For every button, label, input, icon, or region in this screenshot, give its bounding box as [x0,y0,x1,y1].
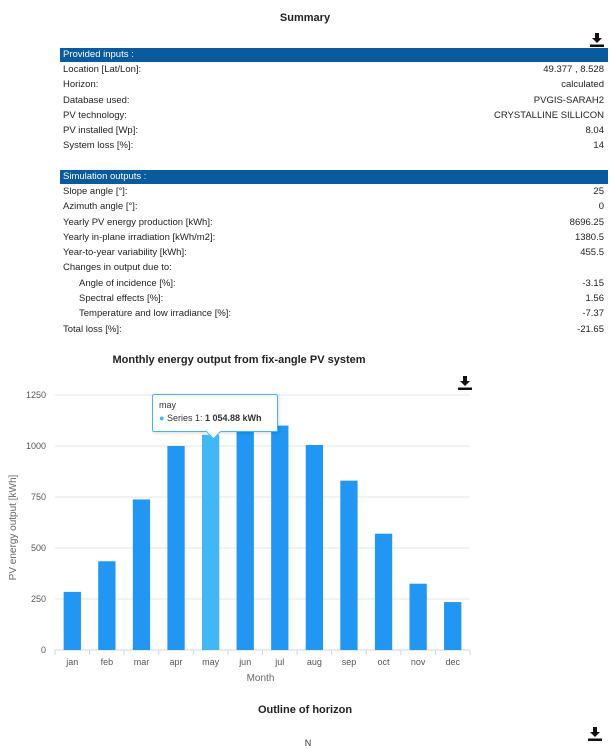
table-row [60,184,608,199]
outputs-header: Simulation outputs : [60,170,608,184]
inputs-section [60,48,608,154]
bar-jan[interactable] [64,592,81,650]
x-tick-label: oct [377,657,390,667]
table-row [60,245,608,260]
bar-oct[interactable] [375,534,392,650]
row-label: Yearly PV energy production [kWh]: [63,216,213,228]
row-label: Yearly in-plane irradiation [kWh/m2]: [63,231,216,243]
table-row [60,93,608,108]
bar-may[interactable] [202,435,219,650]
row-label: Horizon: [63,79,99,91]
bar-aug[interactable] [306,445,323,650]
row-label: Changes in output due to: [63,262,172,274]
y-tick-label: 250 [30,594,46,604]
row-value: 49.377 , 8.528 [543,64,604,75]
x-tick-label: dec [445,657,460,667]
row-value: -7.37 [582,308,604,320]
row-value: CRYSTALLINE SILLICON [494,109,604,121]
row-value: 455.5 [580,247,604,259]
row-label: Total loss [%]: [63,323,122,335]
row-label: Database used: [63,94,130,106]
row-label: Azimuth angle [°]: [63,201,138,213]
table-row [60,291,608,306]
bar-jun[interactable] [237,429,254,650]
table-row [60,260,608,275]
y-tick-label: 1000 [25,441,46,451]
row-label: PV technology: [63,109,127,121]
y-tick-label: 750 [30,492,46,502]
bar-feb[interactable] [98,561,115,650]
y-axis-title: PV energy output [kWh] [8,474,19,581]
table-row [60,108,608,123]
table-row [60,123,608,138]
bar-apr[interactable] [167,446,184,650]
bar-sep[interactable] [340,481,357,650]
table-row [60,138,608,153]
row-label: PV installed [Wp]: [63,125,138,137]
x-tick-label: nov [410,657,426,667]
table-row [60,276,608,291]
x-tick-label: mar [133,657,150,667]
row-label: Location [Lat/Lon]: [63,64,142,75]
row-label: Spectral effects [%]: [79,293,164,305]
row-label: System loss [%]: [63,140,134,152]
row-value: 14 [593,140,604,152]
bar-mar[interactable] [133,499,150,650]
row-value: 8696.25 [569,216,604,228]
row-value: 0 [598,201,604,213]
row-value: calculated [561,79,604,91]
row-label: Temperature and low irradiance [%]: [79,308,232,320]
bar-nov[interactable] [409,584,426,650]
table-row [60,322,608,337]
row-value: 25 [593,186,604,197]
x-axis-title: Month [246,673,275,684]
row-label: Slope angle [°]: [63,186,128,197]
tooltip-value: 1 054.88 kWh [204,413,262,423]
x-tick-label: feb [100,657,114,667]
chart-title: Monthly energy output from fix-angle PV system [112,354,366,366]
row-value: -21.65 [577,323,604,335]
table-row [60,230,608,245]
tooltip-bullet-icon: ● [159,413,165,423]
x-tick-label: sep [341,657,357,667]
bar-jul[interactable] [271,426,288,650]
row-value: PVGIS-SARAH2 [533,94,604,106]
table-row [60,306,608,321]
x-tick-label: jun [239,657,252,667]
row-value: 8.04 [585,125,604,137]
x-tick-label: jan [66,657,79,667]
row-value: 1.56 [585,293,604,305]
y-tick-label: 500 [30,543,46,553]
y-tick-label: 1250 [25,390,46,400]
x-tick-label: may [202,657,220,667]
y-tick-label: 0 [40,645,46,655]
inputs-table [60,62,608,154]
tooltip-series-label: Series 1: [166,413,205,423]
tooltip-series [159,413,262,423]
row-value: -3.15 [582,277,604,289]
summary-title: Summary [279,12,331,24]
outputs-section [60,170,608,337]
tooltip-category: may [159,400,177,410]
bar-dec[interactable] [444,602,461,650]
table-row [60,62,608,77]
chart-tooltip [152,394,278,432]
download-icon[interactable] [590,33,604,47]
table-row [60,199,608,214]
outputs-table [60,184,608,337]
x-tick-label: jul [275,657,285,667]
x-tick-label: apr [169,657,183,667]
x-tick-label: aug [306,657,322,667]
horizon-compass-n: N [304,738,312,748]
table-row [60,77,608,92]
row-value: 1380.5 [574,231,604,243]
row-label: Year-to-year variability [kWh]: [63,247,187,259]
inputs-header: Provided inputs : [60,48,608,62]
table-row [60,215,608,230]
row-label: Angle of incidence [%]: [79,277,176,289]
horizon-title: Outline of horizon [257,704,353,716]
